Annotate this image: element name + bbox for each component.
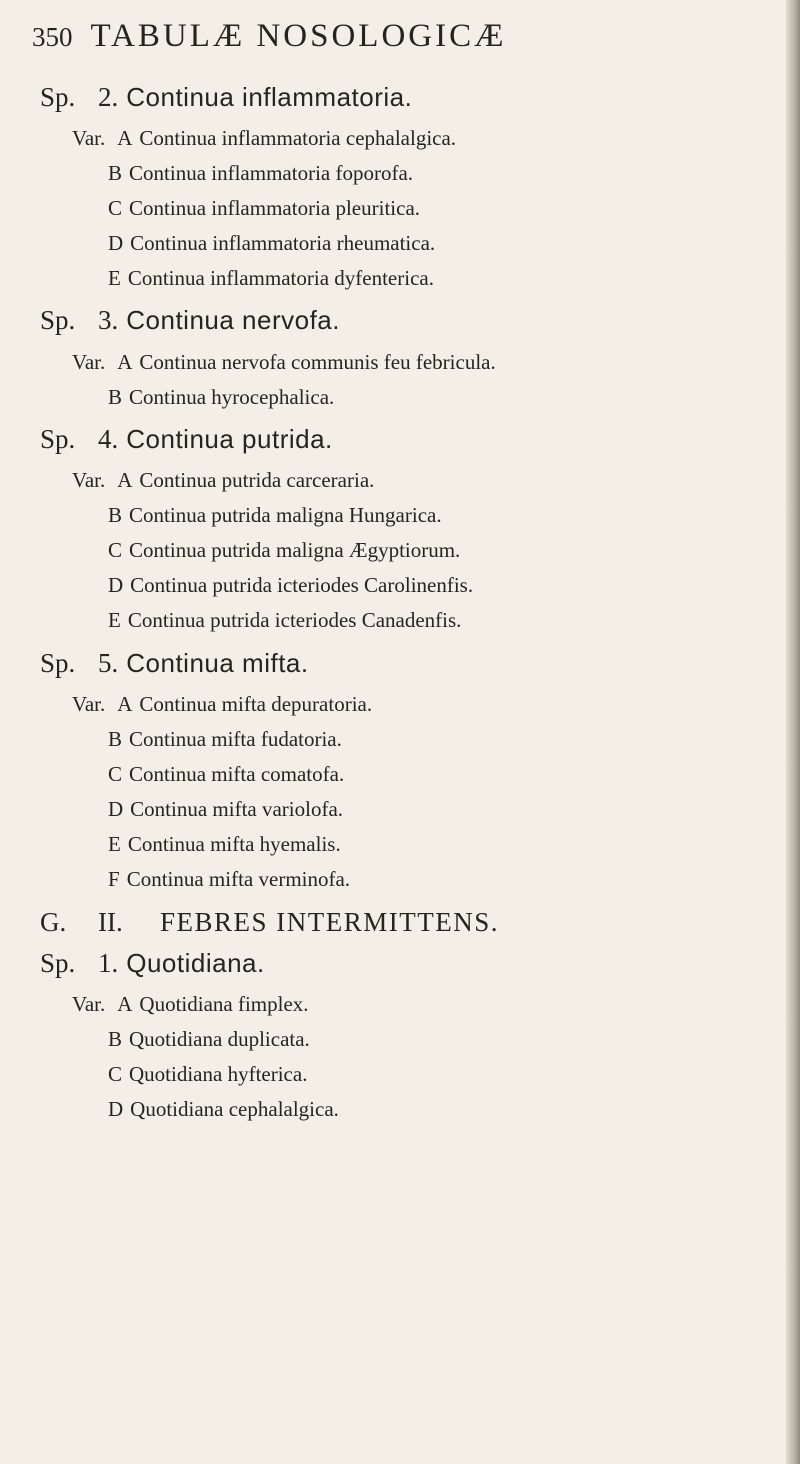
variety-line	[108, 729, 342, 750]
species-tag: Sp.	[40, 948, 76, 978]
species-heading	[40, 426, 333, 453]
page-header	[32, 18, 506, 55]
variety-letter: B	[108, 1027, 123, 1051]
variety-letter: E	[108, 608, 121, 632]
variety-letter: A	[117, 126, 133, 150]
variety-line	[108, 233, 435, 254]
variety-tag: Var.	[72, 350, 106, 374]
variety-line	[108, 764, 344, 785]
variety-line	[108, 834, 341, 855]
species-tag: Sp.	[40, 424, 76, 454]
species-number: 3.	[98, 305, 119, 335]
species-name: Continua nervofa.	[126, 305, 340, 335]
variety-letter: B	[108, 161, 123, 185]
variety-line	[72, 128, 456, 149]
variety-letter: C	[108, 762, 123, 786]
variety-line	[72, 352, 496, 373]
genus-number: II.	[98, 907, 123, 937]
variety-text: Quotidiana cephalalgica.	[130, 1097, 339, 1121]
variety-letter: C	[108, 196, 123, 220]
variety-letter: A	[117, 350, 133, 374]
genus-tag: G.	[40, 907, 67, 937]
variety-letter: A	[117, 692, 133, 716]
species-number: 2.	[98, 82, 119, 112]
species-heading	[40, 307, 340, 334]
variety-text: Continua inflammatoria rheumatica.	[130, 231, 436, 255]
variety-letter: D	[108, 573, 124, 597]
variety-line	[108, 163, 413, 184]
variety-tag: Var.	[72, 692, 106, 716]
species-number: 4.	[98, 424, 119, 454]
variety-tag: Var.	[72, 992, 106, 1016]
species-tag: Sp.	[40, 82, 76, 112]
variety-text: Continua putrida maligna Ægyptiorum.	[129, 538, 461, 562]
species-name: Continua mifta.	[126, 648, 309, 678]
variety-text: Continua mifta depuratoria.	[139, 692, 373, 716]
variety-letter: F	[108, 867, 120, 891]
page-number: 350	[32, 22, 73, 52]
variety-line	[108, 387, 334, 408]
variety-text: Continua inflammatoria cephalalgica.	[139, 126, 457, 150]
variety-text: Continua inflammatoria foporofa.	[129, 161, 414, 185]
variety-line	[72, 470, 374, 491]
variety-text: Quotidiana fimplex.	[139, 992, 309, 1016]
variety-letter: A	[117, 992, 133, 1016]
variety-text: Continua nervofa communis feu febricula.	[139, 350, 496, 374]
variety-letter: B	[108, 385, 123, 409]
variety-letter: C	[108, 1062, 123, 1086]
variety-line	[108, 1064, 307, 1085]
species-heading	[40, 950, 265, 977]
variety-text: Continua putrida icteriodes Carolinenfis.	[130, 573, 474, 597]
variety-line	[108, 575, 473, 596]
variety-line	[108, 505, 442, 526]
variety-text: Continua mifta comatofa.	[129, 762, 345, 786]
variety-text: Continua putrida maligna Hungarica.	[129, 503, 442, 527]
variety-line	[72, 694, 372, 715]
variety-text: Continua hyrocephalica.	[129, 385, 335, 409]
species-number: 5.	[98, 648, 119, 678]
species-name: Quotidiana.	[126, 948, 265, 978]
variety-text: Continua mifta fudatoria.	[129, 727, 342, 751]
variety-line	[108, 1029, 310, 1050]
running-title: TABULÆ NOSOLOGICÆ	[90, 18, 507, 54]
species-name: Continua putrida.	[126, 424, 333, 454]
variety-text: Continua inflammatoria dyfenterica.	[127, 266, 434, 290]
variety-text: Continua putrida carceraria.	[139, 468, 375, 492]
variety-letter: D	[108, 797, 124, 821]
variety-text: Continua mifta variolofa.	[130, 797, 344, 821]
variety-line	[108, 198, 420, 219]
species-tag: Sp.	[40, 305, 76, 335]
variety-letter: E	[108, 266, 121, 290]
variety-letter: E	[108, 832, 121, 856]
page-edge-shadow	[786, 0, 800, 1464]
variety-tag: Var.	[72, 126, 106, 150]
variety-line	[108, 268, 434, 289]
species-name: Continua inflammatoria.	[126, 82, 413, 112]
variety-letter: B	[108, 727, 123, 751]
variety-text: Continua mifta hyemalis.	[127, 832, 341, 856]
variety-letter: C	[108, 538, 123, 562]
variety-line	[108, 610, 461, 631]
variety-text: Quotidiana hyfterica.	[129, 1062, 308, 1086]
species-number: 1.	[98, 948, 119, 978]
variety-line	[108, 1099, 339, 1120]
genus-name: FEBRES INTERMITTENS.	[160, 907, 500, 937]
species-tag: Sp.	[40, 648, 76, 678]
variety-tag: Var.	[72, 468, 106, 492]
variety-line	[72, 994, 309, 1015]
species-heading	[40, 650, 309, 677]
variety-letter: A	[117, 468, 133, 492]
variety-line	[108, 799, 343, 820]
variety-line	[108, 869, 350, 890]
variety-text: Continua putrida icteriodes Canadenfis.	[127, 608, 462, 632]
variety-letter: D	[108, 1097, 124, 1121]
variety-text: Quotidiana duplicata.	[129, 1027, 310, 1051]
variety-text: Continua mifta verminofa.	[126, 867, 351, 891]
genus-heading	[40, 909, 499, 936]
variety-line	[108, 540, 460, 561]
species-heading	[40, 84, 412, 111]
variety-letter: B	[108, 503, 123, 527]
variety-letter: D	[108, 231, 124, 255]
variety-text: Continua inflammatoria pleuritica.	[129, 196, 421, 220]
